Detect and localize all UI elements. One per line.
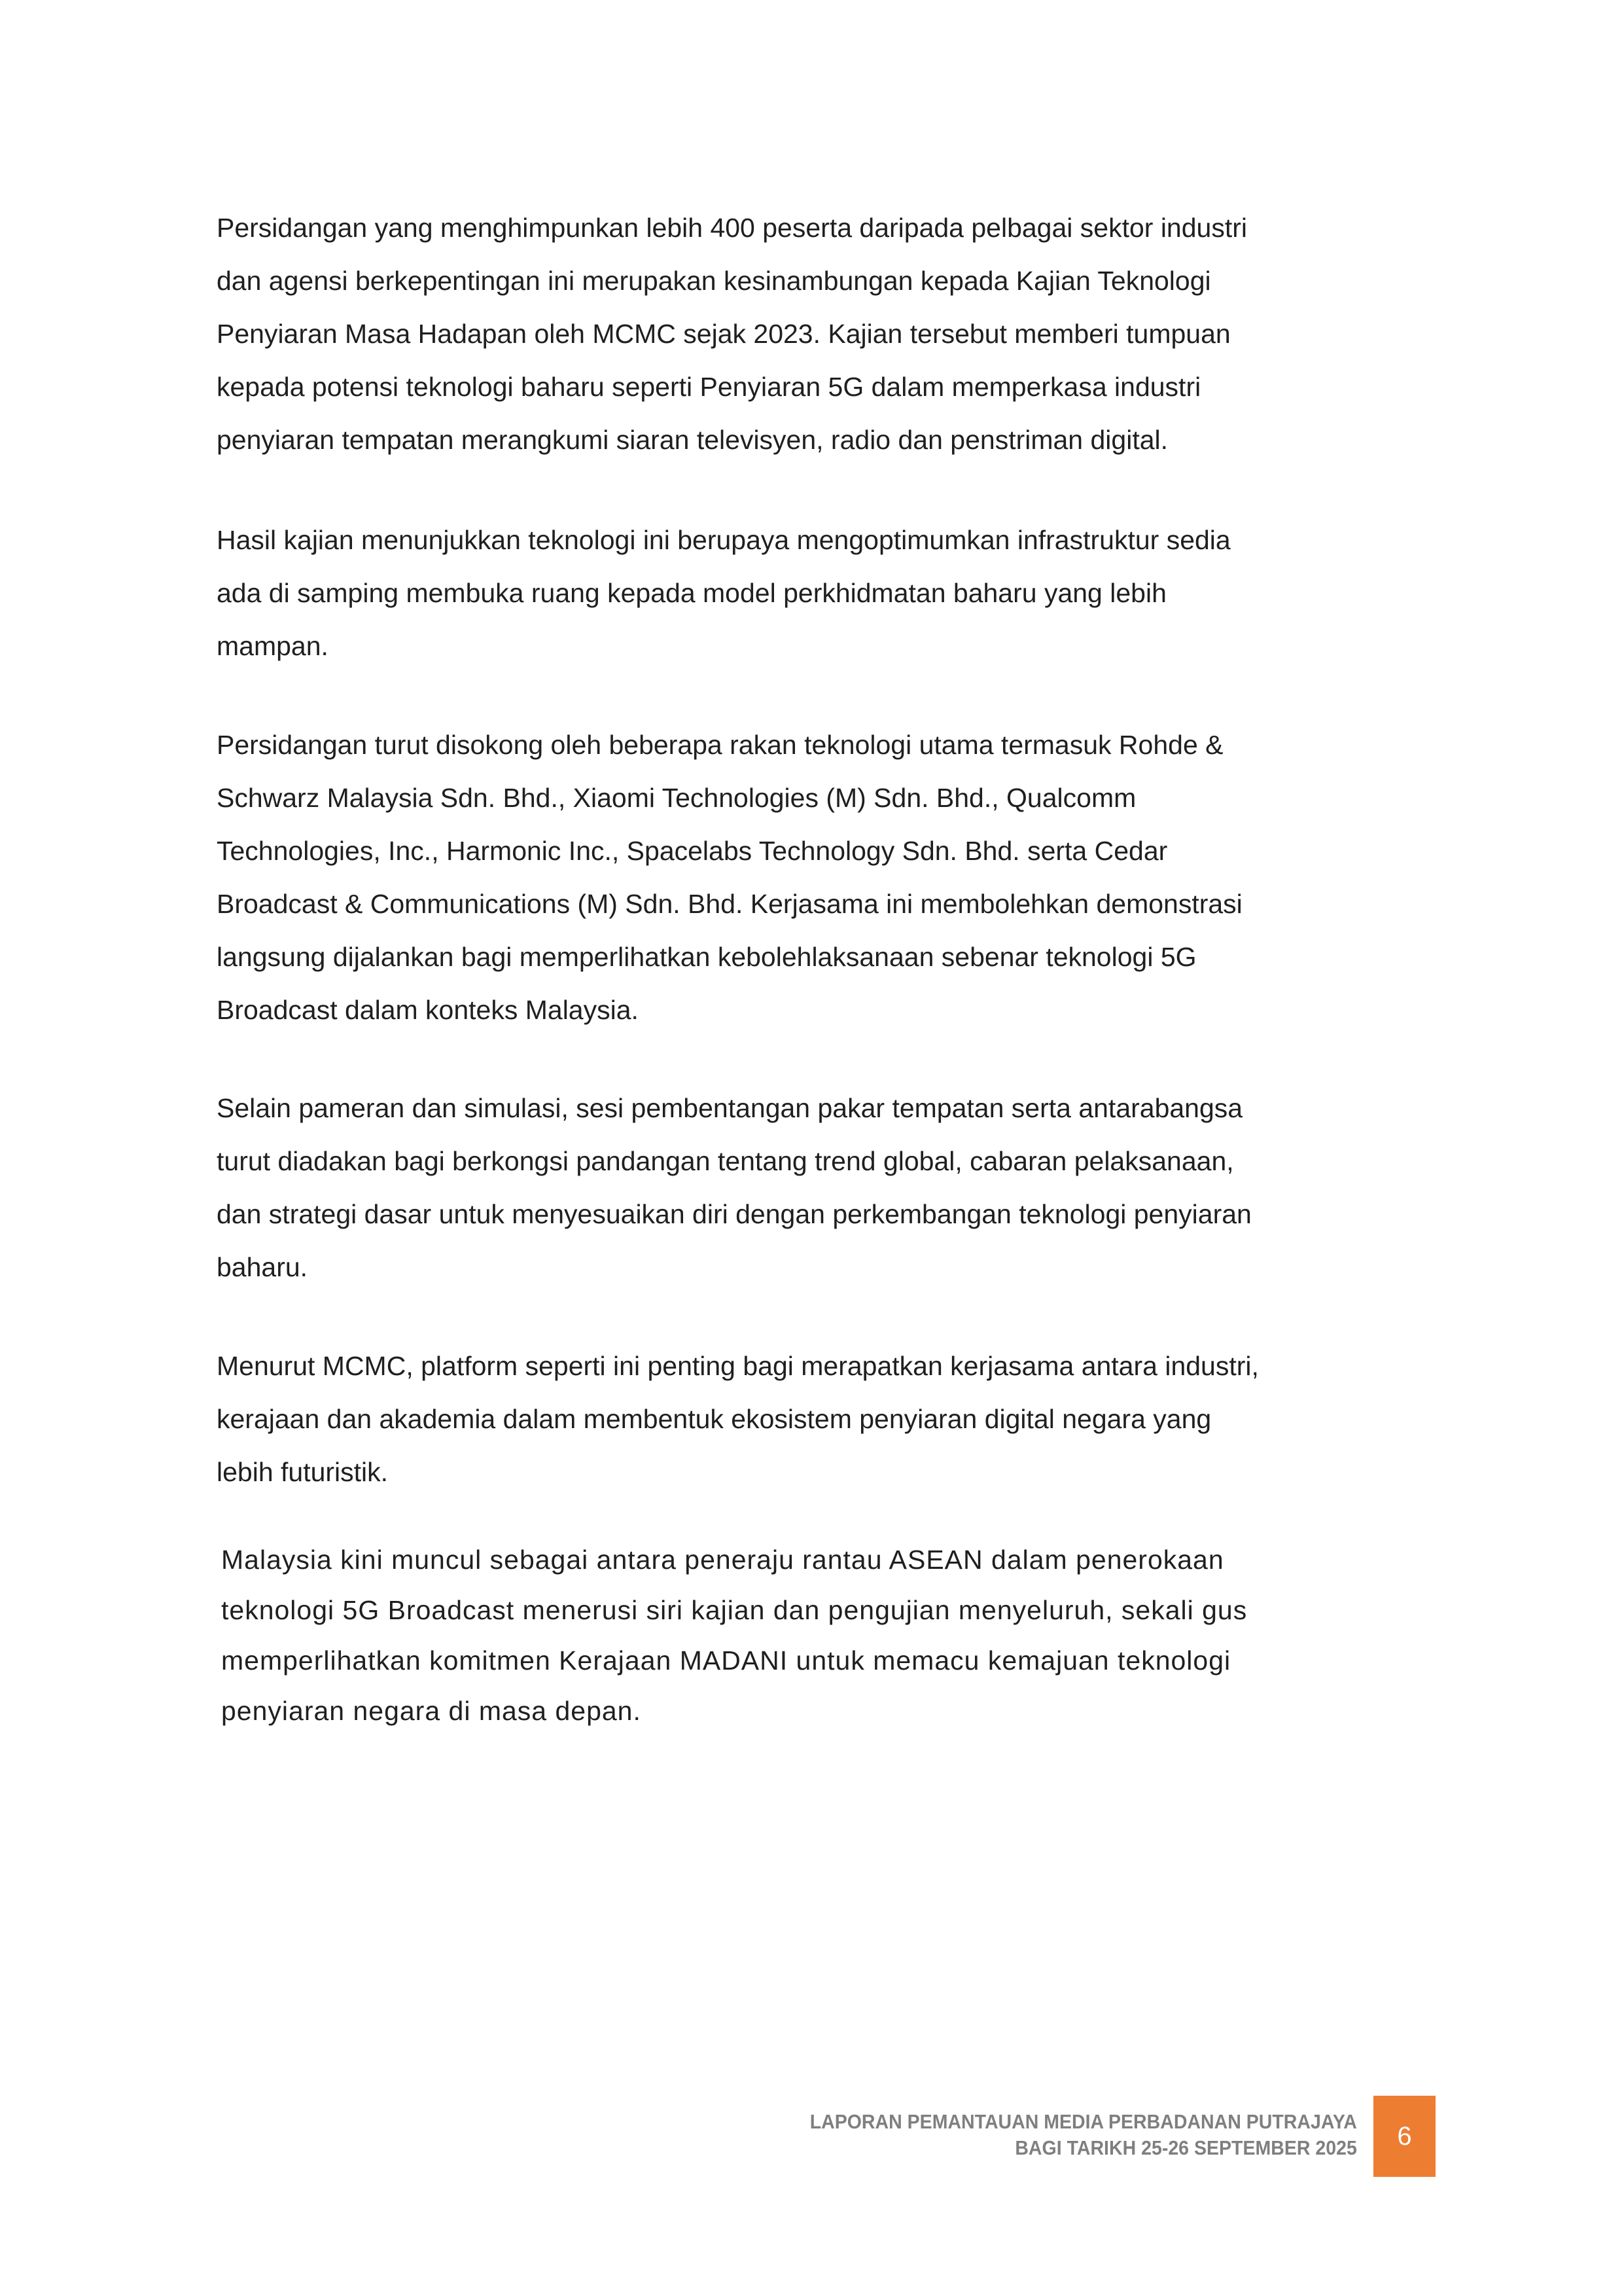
text-line: dan agensi berkepentingan ini merupakan kesinambungan kepada Kajian Teknologi [217,266,1211,296]
footer-line-1: LAPORAN PEMANTAUAN MEDIA PERBADANAN PUTRAJAYA [809,2110,1357,2133]
paragraph-1 [217,202,1247,467]
text-line: Schwarz Malaysia Sdn. Bhd., Xiaomi Technologies (M) Sdn. Bhd., Qualcomm [217,783,1137,813]
text-line: lebih futuristik. [217,1457,389,1487]
footer-report-title [810,2109,1357,2161]
text-line: mampan. [217,631,328,661]
text-line: penyiaran tempatan merangkumi siaran televisyen, radio dan penstriman digital. [217,425,1169,455]
text-line: Technologies, Inc., Harmonic Inc., Spacelabs Technology Sdn. Bhd. serta Cedar [217,836,1168,866]
paragraph-3 [217,719,1243,1037]
text-line: Persidangan turut disokong oleh beberapa rakan teknologi utama termasuk Rohde & [217,730,1224,760]
page-number: 6 [1397,2121,1412,2151]
paragraph-6 [221,1535,1247,1736]
text-line: Hasil kajian menunjukkan teknologi ini berupaya mengoptimumkan infrastruktur sedia [217,525,1231,555]
text-line: ada di samping membuka ruang kepada model perkhidmatan baharu yang lebih [217,578,1167,608]
text-line: turut diadakan bagi berkongsi pandangan tentang trend global, cabaran pelaksanaan, [217,1146,1234,1176]
text-line: baharu. [217,1252,308,1282]
text-line: penyiaran negara di masa depan. [221,1696,641,1726]
text-line: langsung dijalankan bagi memperlihatkan kebolehlaksanaan sebenar teknologi 5G [217,942,1197,972]
text-line: Malaysia kini muncul sebagai antara peneraju rantau ASEAN dalam penerokaan [221,1545,1224,1575]
paragraph-2 [217,514,1231,673]
text-line: kerajaan dan akademia dalam membentuk ekosistem penyiaran digital negara yang [217,1404,1212,1434]
text-line: Selain pameran dan simulasi, sesi pembentangan pakar tempatan serta antarabangsa [217,1093,1243,1123]
paragraph-5 [217,1340,1259,1499]
page-number-badge [1373,2096,1436,2177]
text-line: Broadcast & Communications (M) Sdn. Bhd. Kerjasama ini membolehkan demonstrasi [217,889,1243,919]
footer-line-2: BAGI TARIKH 25-26 SEPTEMBER 2025 [1015,2136,1357,2159]
text-line: Persidangan yang menghimpunkan lebih 400 peserta daripada pelbagai sektor industri [217,213,1247,243]
text-line: teknologi 5G Broadcast menerusi siri kajian dan pengujian menyeluruh, sekali gus [221,1595,1248,1625]
text-line: Menurut MCMC, platform seperti ini penting bagi merapatkan kerjasama antara industri, [217,1351,1259,1381]
text-line: dan strategi dasar untuk menyesuaikan diri dengan perkembangan teknologi penyiaran [217,1199,1252,1229]
text-line: memperlihatkan komitmen Kerajaan MADANI untuk memacu kemajuan teknologi [221,1645,1231,1676]
text-line: kepada potensi teknologi baharu seperti Penyiaran 5G dalam memperkasa industri [217,372,1201,402]
paragraph-4 [217,1082,1252,1294]
text-line: Broadcast dalam konteks Malaysia. [217,995,639,1025]
text-line: Penyiaran Masa Hadapan oleh MCMC sejak 2023. Kajian tersebut memberi tumpuan [217,319,1231,349]
